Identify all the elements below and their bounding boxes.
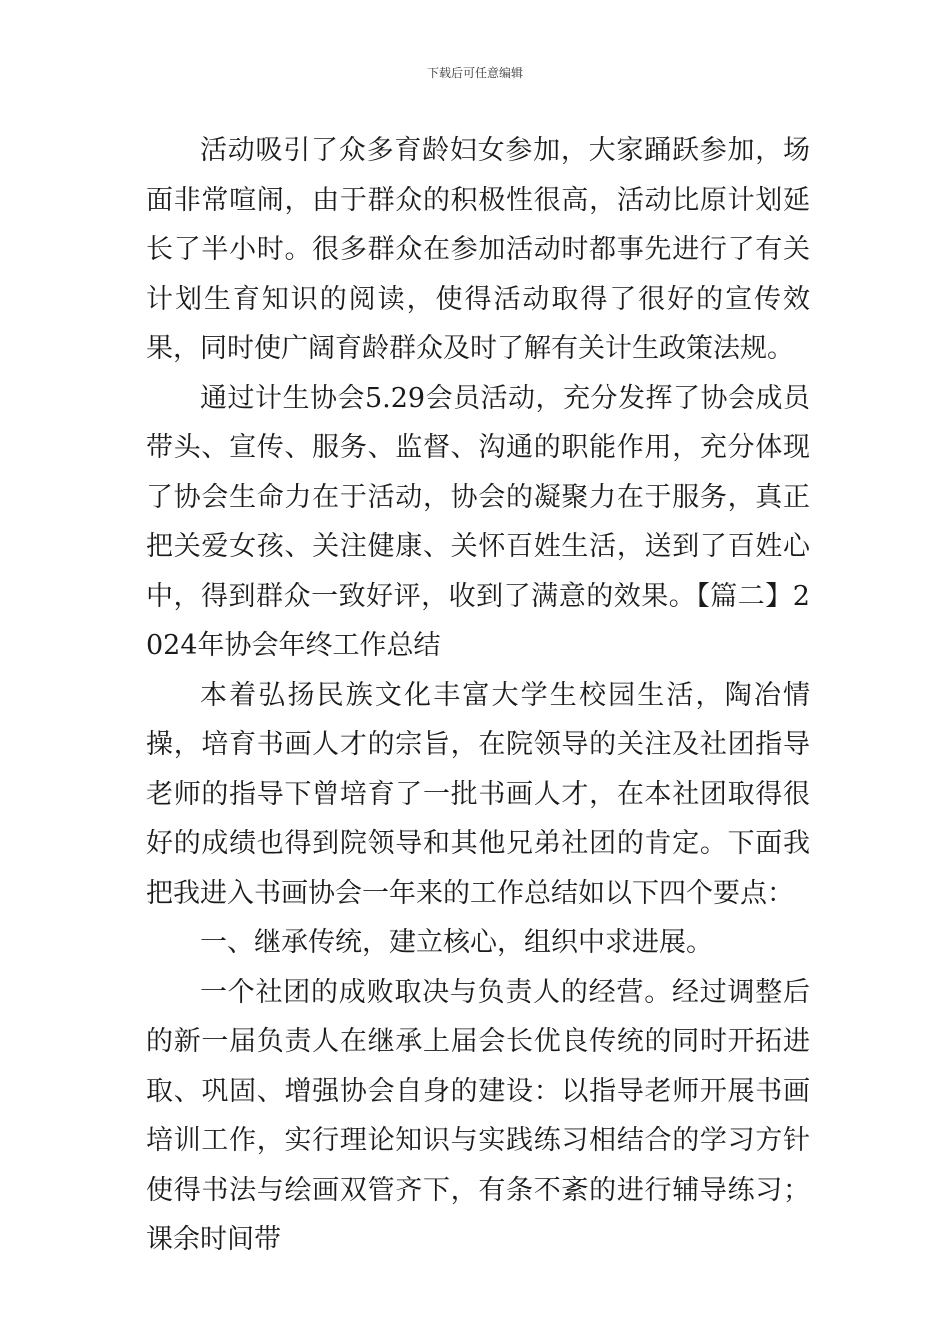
paragraph: 活动吸引了众多育龄妇女参加，大家踊跃参加，场面非常喧闹，由于群众的积极性很高，活动比原计划延长了半小时。很多群众在参加活动时都事先进行了有关计划生育知识的阅读，使得活动取得了很好的宣传效果，同时使广阔育龄群众及时了解有关计生政策法规。: [146, 135, 810, 364]
document-body: [146, 126, 810, 1265]
paragraph: 一个社团的成败取决与负责人的经营。经过调整后的新一届负责人在继承上届会长优良传统的同时开拓进取、巩固、增强协会自身的建设：以指导老师开展书画培训工作，实行理论知识与实践练习相结合的学习方针使得书法与绘画双管齐下，有条不紊的进行辅导练习；课余时间带: [146, 976, 810, 1255]
page-header: 下载后可任意编辑: [426, 66, 523, 80]
paragraph: 本着弘扬民族文化丰富大学生校园生活，陶冶情操，培育书画人才的宗旨，在院领导的关注及社团指导老师的指导下曾培育了一批书画人才，在本社团取得很好的成绩也得到院领导和其他兄弟社团的肯定。下面我把我进入书画协会一年来的工作总结如以下四个要点：: [146, 679, 810, 909]
paragraph: 通过计生协会5.29会员活动，充分发挥了协会成员带头、宣传、服务、监督、沟通的职能作用，充分体现了协会生命力在于活动，协会的凝聚力在于服务，真正把关爱女孩、关注健康、关怀百姓生活，送到了百姓心中，得到群众一致好评，收到了满意的效果。【篇二】2024年协会年终工作总结: [146, 382, 810, 661]
paragraph: 一、继承传统，建立核心，组织中求进展。: [200, 927, 713, 958]
